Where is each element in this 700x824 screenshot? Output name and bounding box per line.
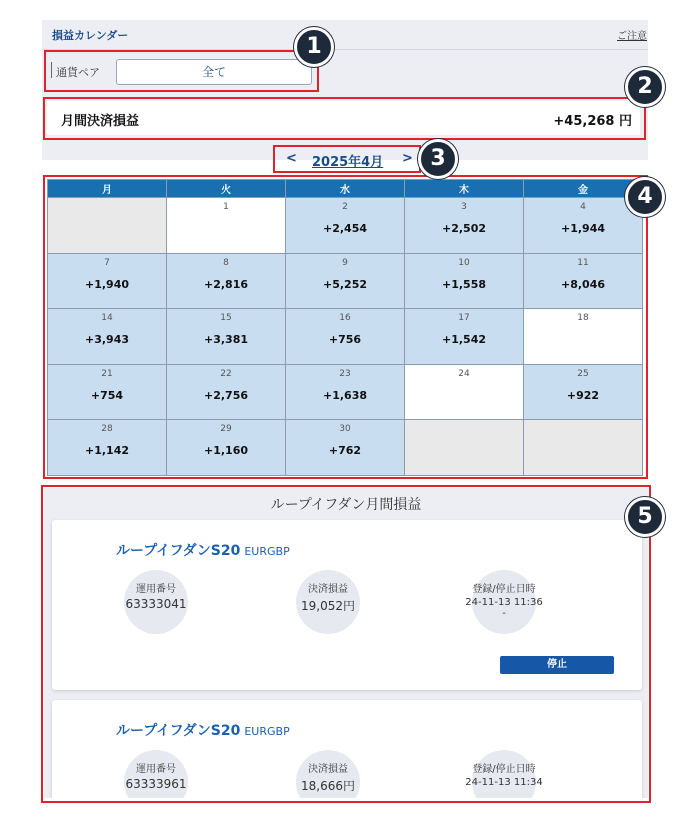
day-profit: +756 [328,333,362,347]
day-number: 15 [220,313,232,324]
registered-datetime: 24-11-13 11:36 [465,597,543,608]
annotation-badge-1: 1 [294,27,334,67]
currency-pair-label: 通貨ペア [56,66,100,79]
page-title: 損益カレンダー [52,29,129,42]
operation-number: 63333961 [125,777,187,791]
strategy-name-text: ループイフダンS20 [116,723,241,739]
day-number: 18 [577,313,589,324]
day-profit: +1,142 [84,444,129,458]
highlight-box-5 [41,485,651,803]
stop-button[interactable]: 停止 [500,656,614,674]
day-number: 28 [101,424,113,435]
stat-label: 運用番号 [136,584,176,595]
highlight-box-1 [44,50,319,92]
day-number: 8 [223,257,229,268]
stat-label: 運用番号 [136,764,176,775]
strategy-pair: EURGBP [244,725,290,738]
day-profit: +1,558 [441,277,486,291]
section-title: ループイフダン月間損益 [270,497,422,513]
strategy-pair: EURGBP [244,545,290,558]
day-profit: +2,816 [203,277,248,291]
day-number: 11 [577,257,589,268]
day-number: 10 [458,257,470,268]
day-profit: +8,046 [560,277,605,291]
highlight-box-4 [43,175,648,479]
highlight-box-2 [43,97,646,140]
day-number: 3 [461,202,467,212]
day-profit: +922 [566,388,600,402]
weekday-header: 水 [286,180,405,198]
day-number: 16 [339,313,351,324]
settled-pl: 18,666円 [301,779,355,793]
weekday-header: 火 [167,180,286,198]
day-number: 14 [101,313,113,324]
day-profit: +1,160 [203,444,248,458]
caution-link[interactable]: ご注意 [617,31,647,42]
prev-month-button[interactable]: < [286,151,297,166]
stat-label: 決済損益 [308,764,348,775]
day-number: 1 [223,202,229,212]
day-number: 2 [342,202,348,212]
day-number: 4 [580,202,586,212]
day-number: 23 [339,368,351,379]
day-profit: +1,944 [560,222,605,235]
highlight-box-3 [273,145,421,173]
day-number: 24 [458,368,470,379]
day-number: 22 [220,368,232,379]
monthly-profit-value: +45,268 円 [553,114,632,129]
day-number: 30 [339,424,351,435]
monthly-profit-label: 月間決済損益 [61,114,140,129]
stat-label: 登録/停止日時 [472,764,536,775]
day-number: 7 [104,257,110,268]
annotation-badge-3: 3 [418,139,458,179]
stat-label: 決済損益 [308,584,348,595]
currency-pair-select[interactable]: 全て [116,59,312,85]
day-profit: +2,502 [441,222,486,235]
annotation-badge-4: 4 [625,177,665,217]
day-profit: +1,638 [322,388,367,402]
day-profit: +3,943 [84,333,129,347]
day-number: 29 [220,424,232,435]
operation-number: 63333041 [125,597,187,611]
stat-label: 登録/停止日時 [472,584,536,595]
settled-pl: 19,052円 [301,599,355,613]
day-number: 9 [342,257,348,268]
next-month-button[interactable]: > [402,151,413,166]
day-profit: +754 [90,388,124,402]
day-profit: +2,454 [322,222,367,235]
annotation-badge-2: 2 [625,67,665,107]
weekday-header: 月 [48,180,167,198]
weekday-header: 木 [405,180,524,198]
day-profit: +1,542 [441,333,486,347]
day-number: 21 [101,368,113,379]
weekday-header: 金 [524,180,643,198]
day-number: 17 [458,313,470,324]
day-profit: +5,252 [322,277,367,291]
registered-datetime: 24-11-13 11:34 [465,777,543,788]
day-number: 25 [577,368,589,379]
strategy-name-text: ループイフダンS20 [116,543,241,559]
day-profit: +1,940 [84,277,129,291]
day-profit: +762 [328,444,362,458]
day-profit: +3,381 [203,333,248,347]
annotation-badge-5: 5 [625,497,665,537]
day-profit: +2,756 [203,388,248,402]
stopped-datetime: - [502,608,506,619]
current-month-link[interactable]: 2025年4月 [312,155,384,170]
